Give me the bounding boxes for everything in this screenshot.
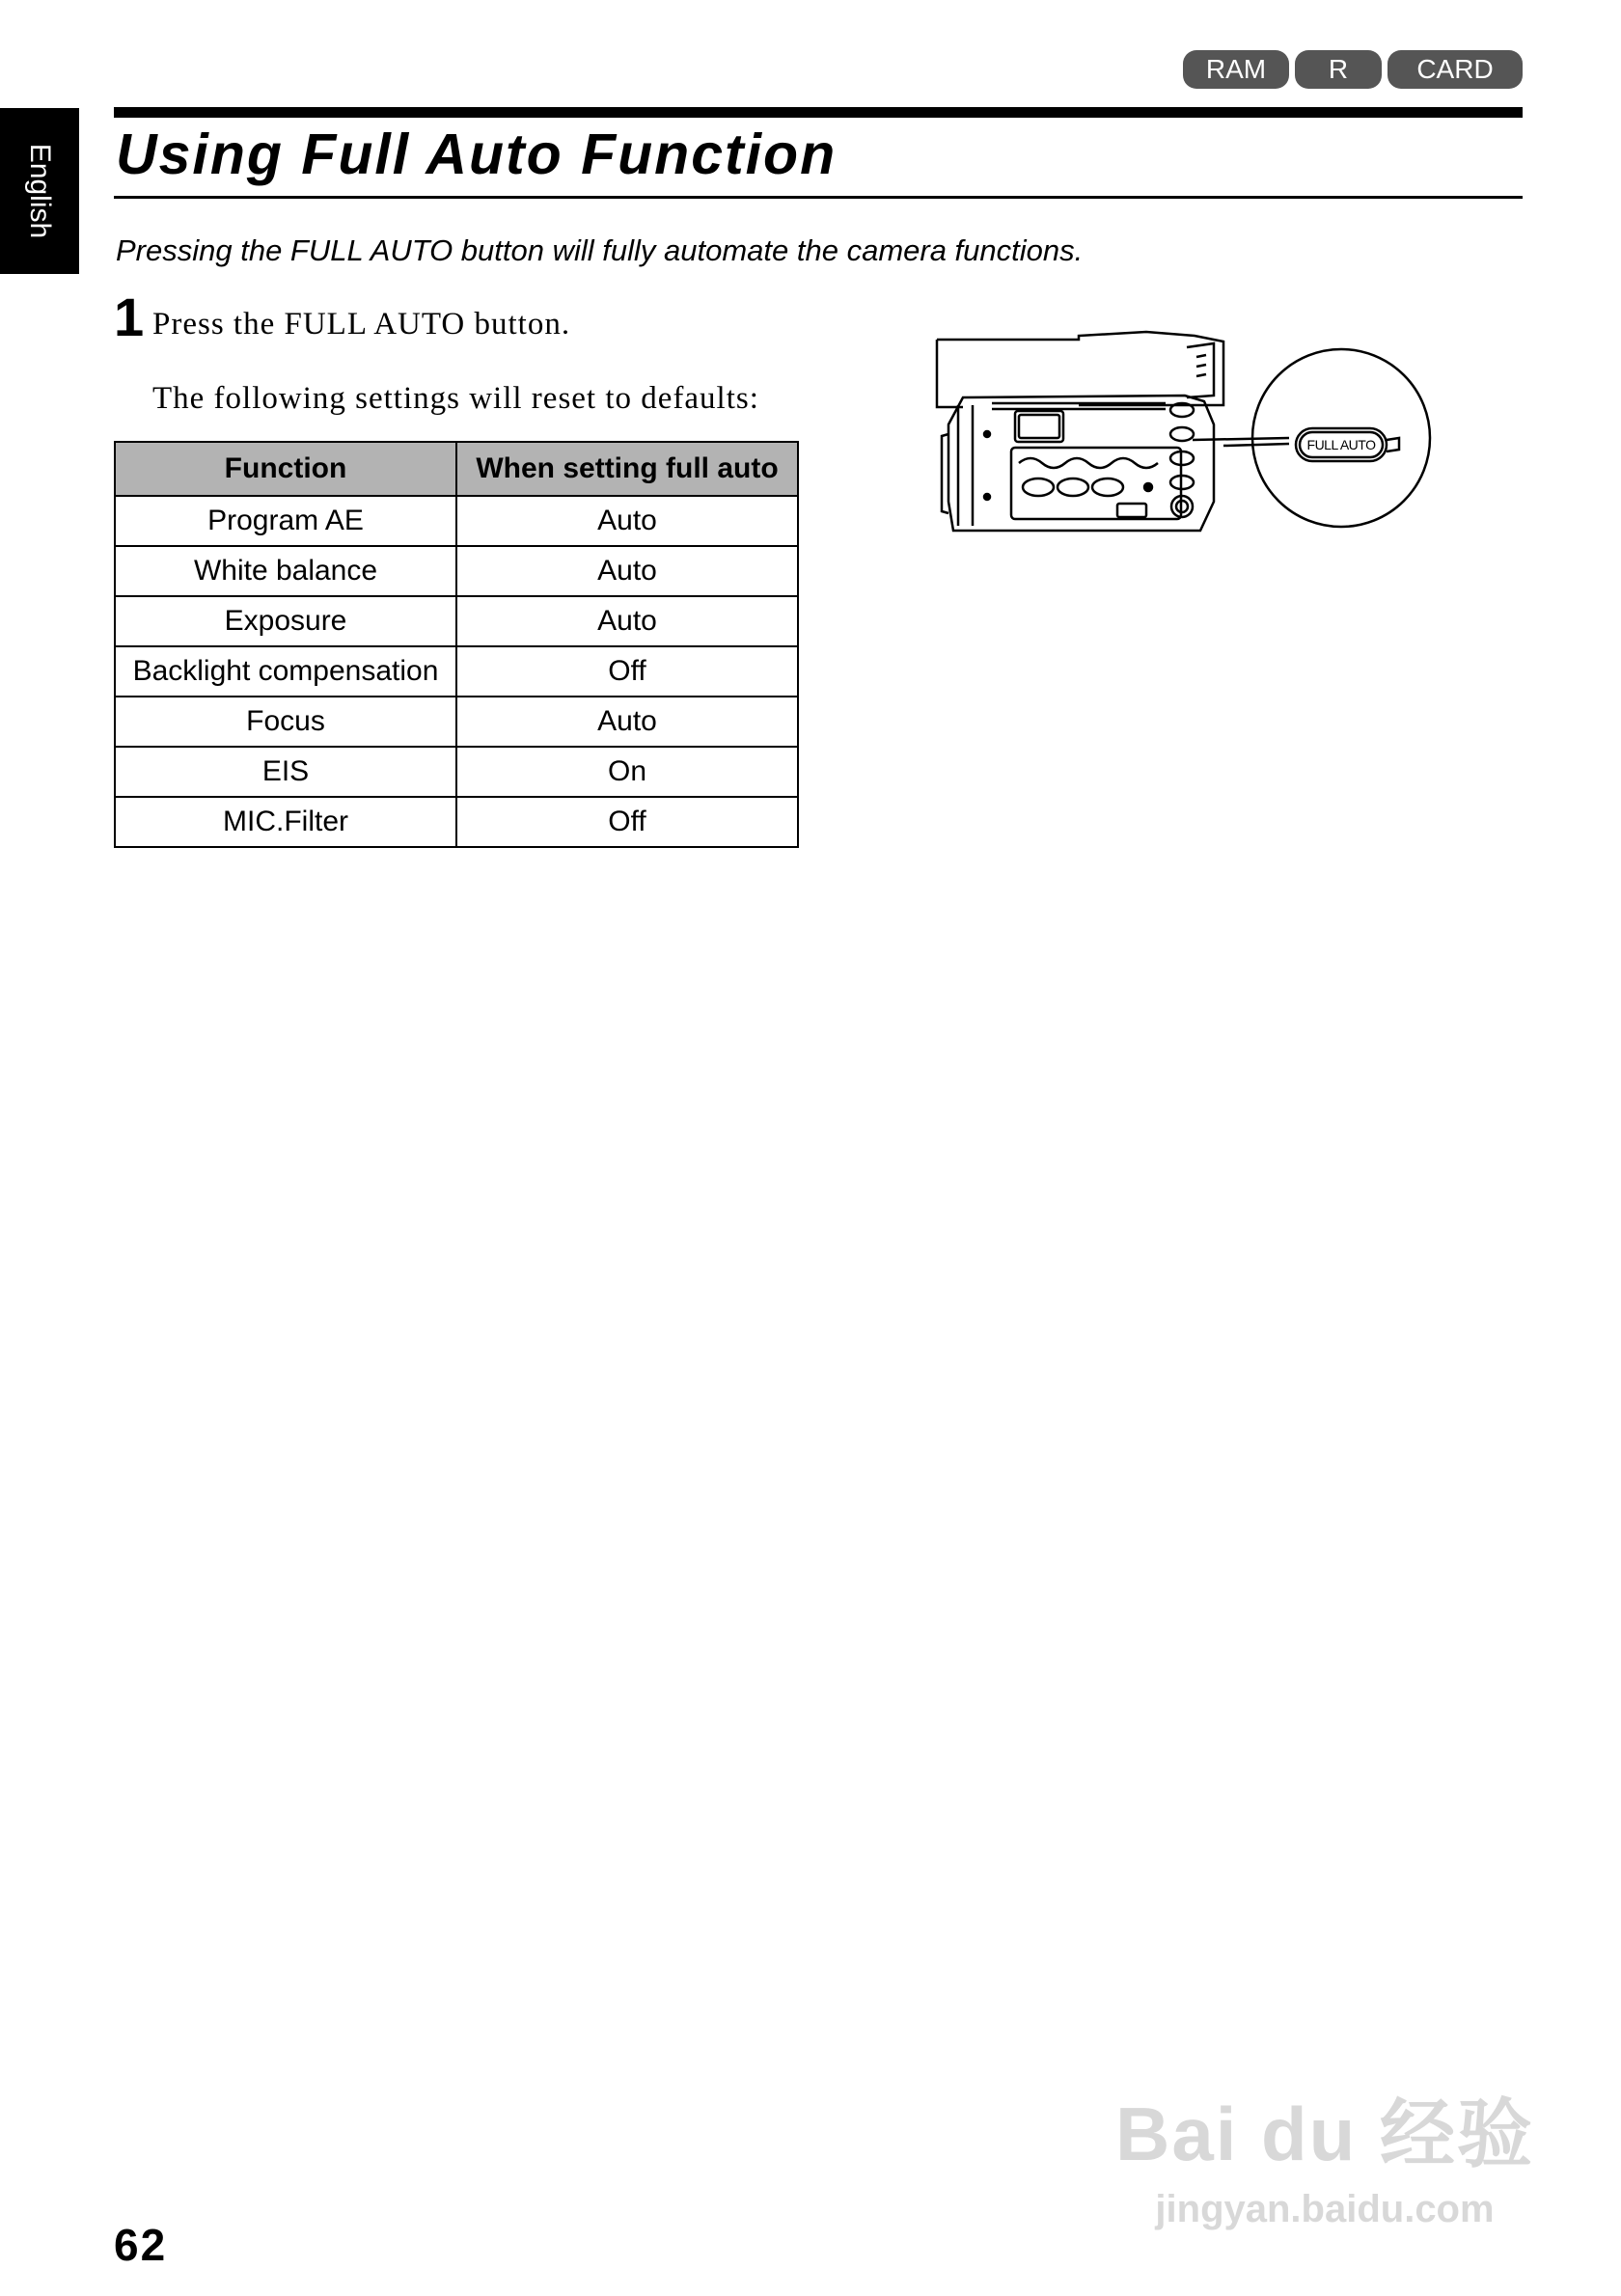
function-cell: Exposure: [115, 596, 456, 646]
table-row: [115, 747, 798, 797]
value-cell: Auto: [456, 596, 798, 646]
value-cell: Off: [456, 646, 798, 697]
value-cell: Off: [456, 797, 798, 847]
watermark-url: jingyan.baidu.com: [1155, 2188, 1495, 2230]
table-row: [115, 496, 798, 546]
media-badges: [1183, 50, 1523, 89]
value-cell: Auto: [456, 496, 798, 546]
function-cell: White balance: [115, 546, 456, 596]
value-cell: Auto: [456, 697, 798, 747]
header-full-auto: When setting full auto: [456, 442, 798, 496]
function-cell: Focus: [115, 697, 456, 747]
function-cell: Program AE: [115, 496, 456, 546]
table-row: [115, 646, 798, 697]
table-header-row: [115, 442, 798, 496]
badge-r: R: [1295, 50, 1382, 89]
title-rule-bottom: [114, 196, 1523, 199]
title-rule-top: [114, 107, 1523, 118]
full-auto-button-label: FULL AUTO: [1306, 437, 1376, 452]
step-subtext: The following settings will reset to defaults:: [152, 381, 759, 416]
step-instruction: Press the FULL AUTO button.: [152, 307, 571, 342]
language-side-tab: [0, 108, 79, 274]
table-row: [115, 546, 798, 596]
header-function: Function: [115, 442, 456, 496]
function-cell: EIS: [115, 747, 456, 797]
table-row: [115, 596, 798, 646]
table-row: [115, 797, 798, 847]
badge-card: CARD: [1387, 50, 1523, 89]
step-number: 1: [114, 287, 145, 347]
watermark-logo-text: Bai du 经验: [1114, 2091, 1534, 2176]
camcorder-illustration: [934, 328, 1436, 540]
page-title: Using Full Auto Function: [116, 123, 838, 186]
baidu-watermark: [1115, 2074, 1534, 2231]
table-row: [115, 697, 798, 747]
function-cell: MIC.Filter: [115, 797, 456, 847]
page-number: 62: [114, 2220, 168, 2270]
function-cell: Backlight compensation: [115, 646, 456, 697]
value-cell: On: [456, 747, 798, 797]
language-label: English: [24, 143, 56, 239]
badge-ram: RAM: [1183, 50, 1289, 89]
intro-text: Pressing the FULL AUTO button will fully automate the camera functions.: [116, 233, 1084, 267]
value-cell: Auto: [456, 546, 798, 596]
settings-table: [114, 441, 799, 848]
